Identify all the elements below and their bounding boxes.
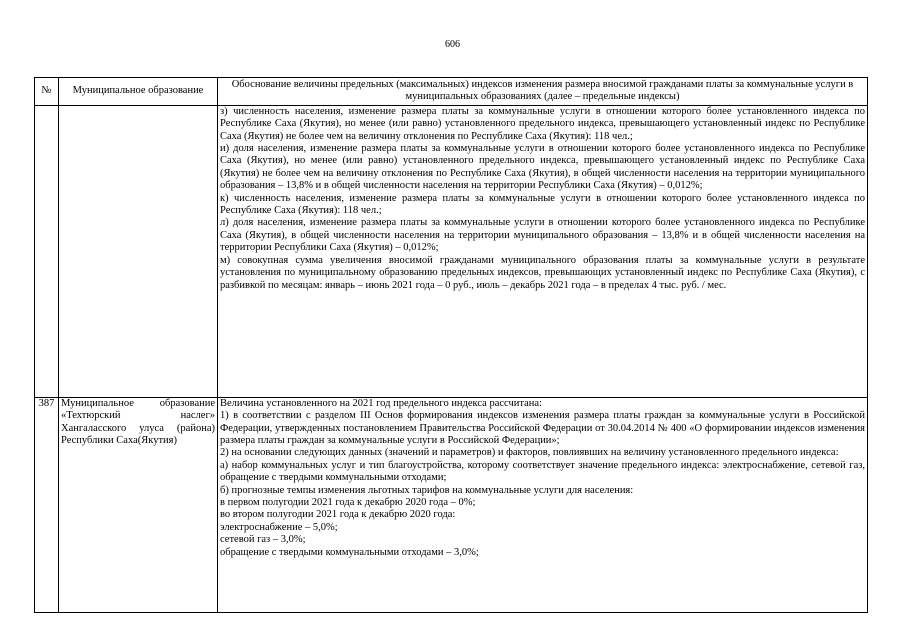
paragraph-1: 1) в соответствии с разделом III Основ формирования индексов изменения размера платы граждан за коммунальные услуги в Российской Федерации, утвержденных постановлением Правительства Российской Федерации от 30.04.2014 № 400 «О формировании индексов изменения размера платы граждан за коммунальные услуги в Российской Федерации»;: [220, 410, 865, 447]
paragraph-gas: сетевой газ – 3,0%;: [220, 534, 306, 546]
paragraph-a: а) набор коммунальных услуг и тип благоустройства, которому соответствует значение предельного индекса: электроснабжение, сетевой газ, обращение с твердыми коммунальными отходами;: [220, 459, 865, 484]
row-number-cell: [35, 105, 59, 397]
table-header-row: [35, 78, 868, 106]
paragraph-k: к) численность населения, изменение размера платы за коммунальные услуги в отношении которого более установленного индекса по Республике Саха (Якутия): 118 чел.;: [220, 192, 865, 217]
paragraph-b: б) прогнозные темпы изменения льготных тарифов на коммунальные услуги для населения:: [220, 484, 634, 496]
row-number-cell: 387: [35, 397, 59, 612]
header-municipality: Муниципальное образование: [59, 78, 218, 106]
municipality-cell: Муниципальное образование «Техтюрский наслег» Хангаласского улуса (района) Республики Саха(Якутия): [59, 397, 218, 612]
paragraph-first-half: в первом полугодии 2021 года к декабрю 2020 года – 0%;: [220, 497, 476, 509]
tariff-index-table: [34, 77, 868, 613]
header-number: №: [35, 78, 59, 106]
justification-cell: [218, 105, 868, 397]
paragraph-m: м) совокупная сумма увеличения вносимой гражданами муниципального образования платы за коммунальные услуги в результате установления по муниципальному образованию предельных индексов, превышающих установленный индекс по Республике Саха (Якутия), с разбивкой по месяцам: январь – июнь 2021 года – 0 руб., июль – декабрь 2021 года – в пределах 4 тыс. руб. / мес.: [220, 254, 865, 291]
paragraph-i: и) доля населения, изменение размера платы за коммунальные услуги в отношении которого более установленного индекса по Республике Саха (Якутия), но менее (или равно) установленного предельного индекса, превышающего установленный индекс по Республике Саха (Якутия) не более чем на величину отклонения по Республике Саха (Якутия), в общей численности населения на территории муниципального образования – 13,8% и в общей численности населения на территории Республики Саха (Якутия) – 0,012%;: [220, 143, 865, 192]
paragraph-second-half: во втором полугодии 2021 года к декабрю 2020 года:: [220, 509, 456, 521]
header-justification: Обоснование величины предельных (максимальных) индексов изменения размера вносимой гражданами платы за коммунальные услуги в муниципальных образованиях (далее – предельные индексы): [218, 78, 868, 106]
paragraph-2: 2) на основании следующих данных (значений и параметров) и факторов, повлиявших на величину установленного предельного индекса:: [220, 447, 839, 459]
paragraph-waste: обращение с твердыми коммунальными отходами – 3,0%;: [220, 546, 479, 558]
table-row: [35, 105, 868, 397]
paragraph-electricity: электроснабжение – 5,0%;: [220, 521, 338, 533]
paragraph-l: л) доля населения, изменение размера платы за коммунальные услуги в отношении которого более установленного индекса по Республике Саха (Якутия), в общей численности населения на территории муниципального образования – 13,8% и в общей численности населения на территории Республики Саха (Якутия) – 0,012%;: [220, 217, 865, 254]
page-number: 606: [445, 39, 460, 50]
paragraph-z: з) численность населения, изменение размера платы за коммунальные услуги в отношении которого более установленного индекса по Республике Саха (Якутия), но менее (или равно) установленного предельного индекса, превышающего установленный индекс по Республике Саха (Якутия) не более чем на величину отклонения по Республике Саха (Якутия): 118 чел.;: [220, 105, 865, 142]
municipality-cell: [59, 105, 218, 397]
table-row: [35, 397, 868, 612]
justification-cell: [218, 397, 868, 612]
paragraph-intro: Величина установленного на 2021 год предельного индекса рассчитана:: [220, 397, 542, 409]
